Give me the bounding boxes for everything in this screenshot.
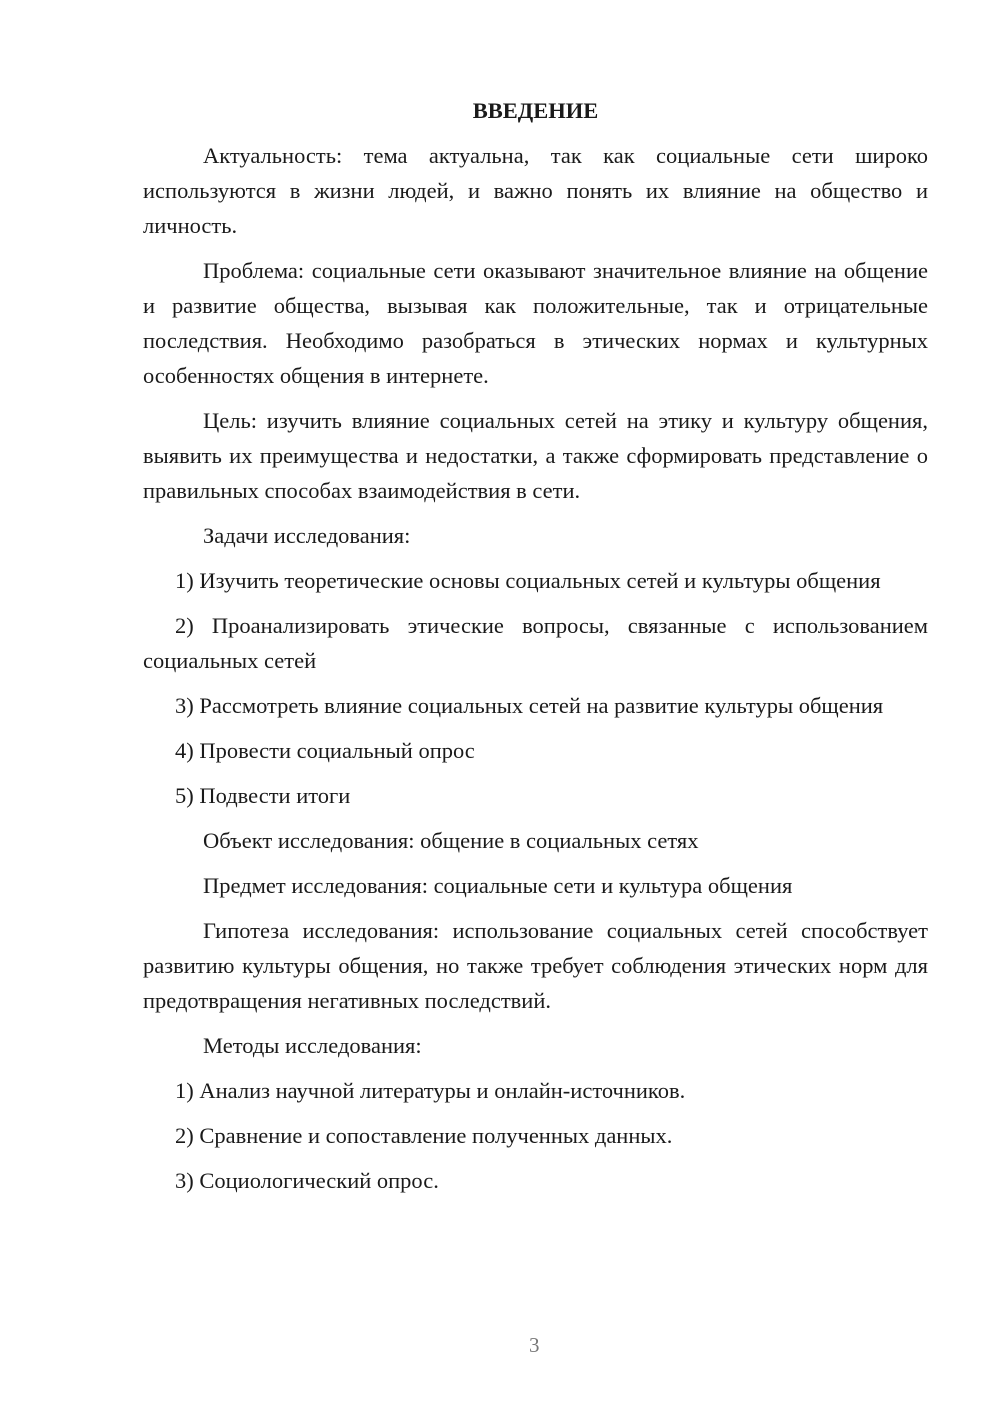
subject-paragraph: Предмет исследования: социальные сети и культура общения bbox=[203, 873, 793, 898]
object-paragraph: Объект исследования: общение в социальных сетях bbox=[203, 828, 699, 853]
method-item: 2) Сравнение и сопоставление полученных данных. bbox=[175, 1123, 673, 1148]
method-item: 1) Анализ научной литературы и онлайн-источников. bbox=[175, 1078, 686, 1103]
page-content bbox=[143, 93, 928, 1208]
goal-paragraph: Цель: изучить влияние социальных сетей на этику и культуру общения, выявить их преимущества и недостатки, а также сформировать представление о правильных способах взаимодействия в сети. bbox=[143, 408, 928, 503]
methods-heading: Методы исследования: bbox=[203, 1033, 422, 1058]
relevance-paragraph: Актуальность: тема актуальна, так как социальные сети широко используются в жизни людей, и важно понять их влияние на общество и личность. bbox=[143, 143, 928, 238]
hypothesis-paragraph: Гипотеза исследования: использование социальных сетей способствует развитию культуры общения, но также требует соблюдения этических норм для предотвращения негативных последствий. bbox=[143, 918, 928, 1013]
task-item: 4) Провести социальный опрос bbox=[175, 738, 475, 763]
tasks-heading: Задачи исследования: bbox=[203, 523, 411, 548]
method-item: 3) Социологический опрос. bbox=[175, 1168, 439, 1193]
problem-paragraph: Проблема: социальные сети оказывают значительное влияние на общение и развитие общества, вызывая как положительные, так и отрицательные последствия. Необходимо разобраться в этических нормах и культурных особенностях общения в интернете. bbox=[143, 258, 928, 388]
page-number: 3 bbox=[529, 1333, 540, 1357]
section-title: ВВЕДЕНИЕ bbox=[472, 98, 599, 123]
task-item: 5) Подвести итоги bbox=[175, 783, 351, 808]
task-item: 1) Изучить теоретические основы социальных сетей и культуры общения bbox=[175, 568, 881, 593]
task-item: 3) Рассмотреть влияние социальных сетей на развитие культуры общения bbox=[175, 693, 884, 718]
task-item: 2) Проанализировать этические вопросы, связанные с использованием социальных сетей bbox=[143, 613, 928, 673]
